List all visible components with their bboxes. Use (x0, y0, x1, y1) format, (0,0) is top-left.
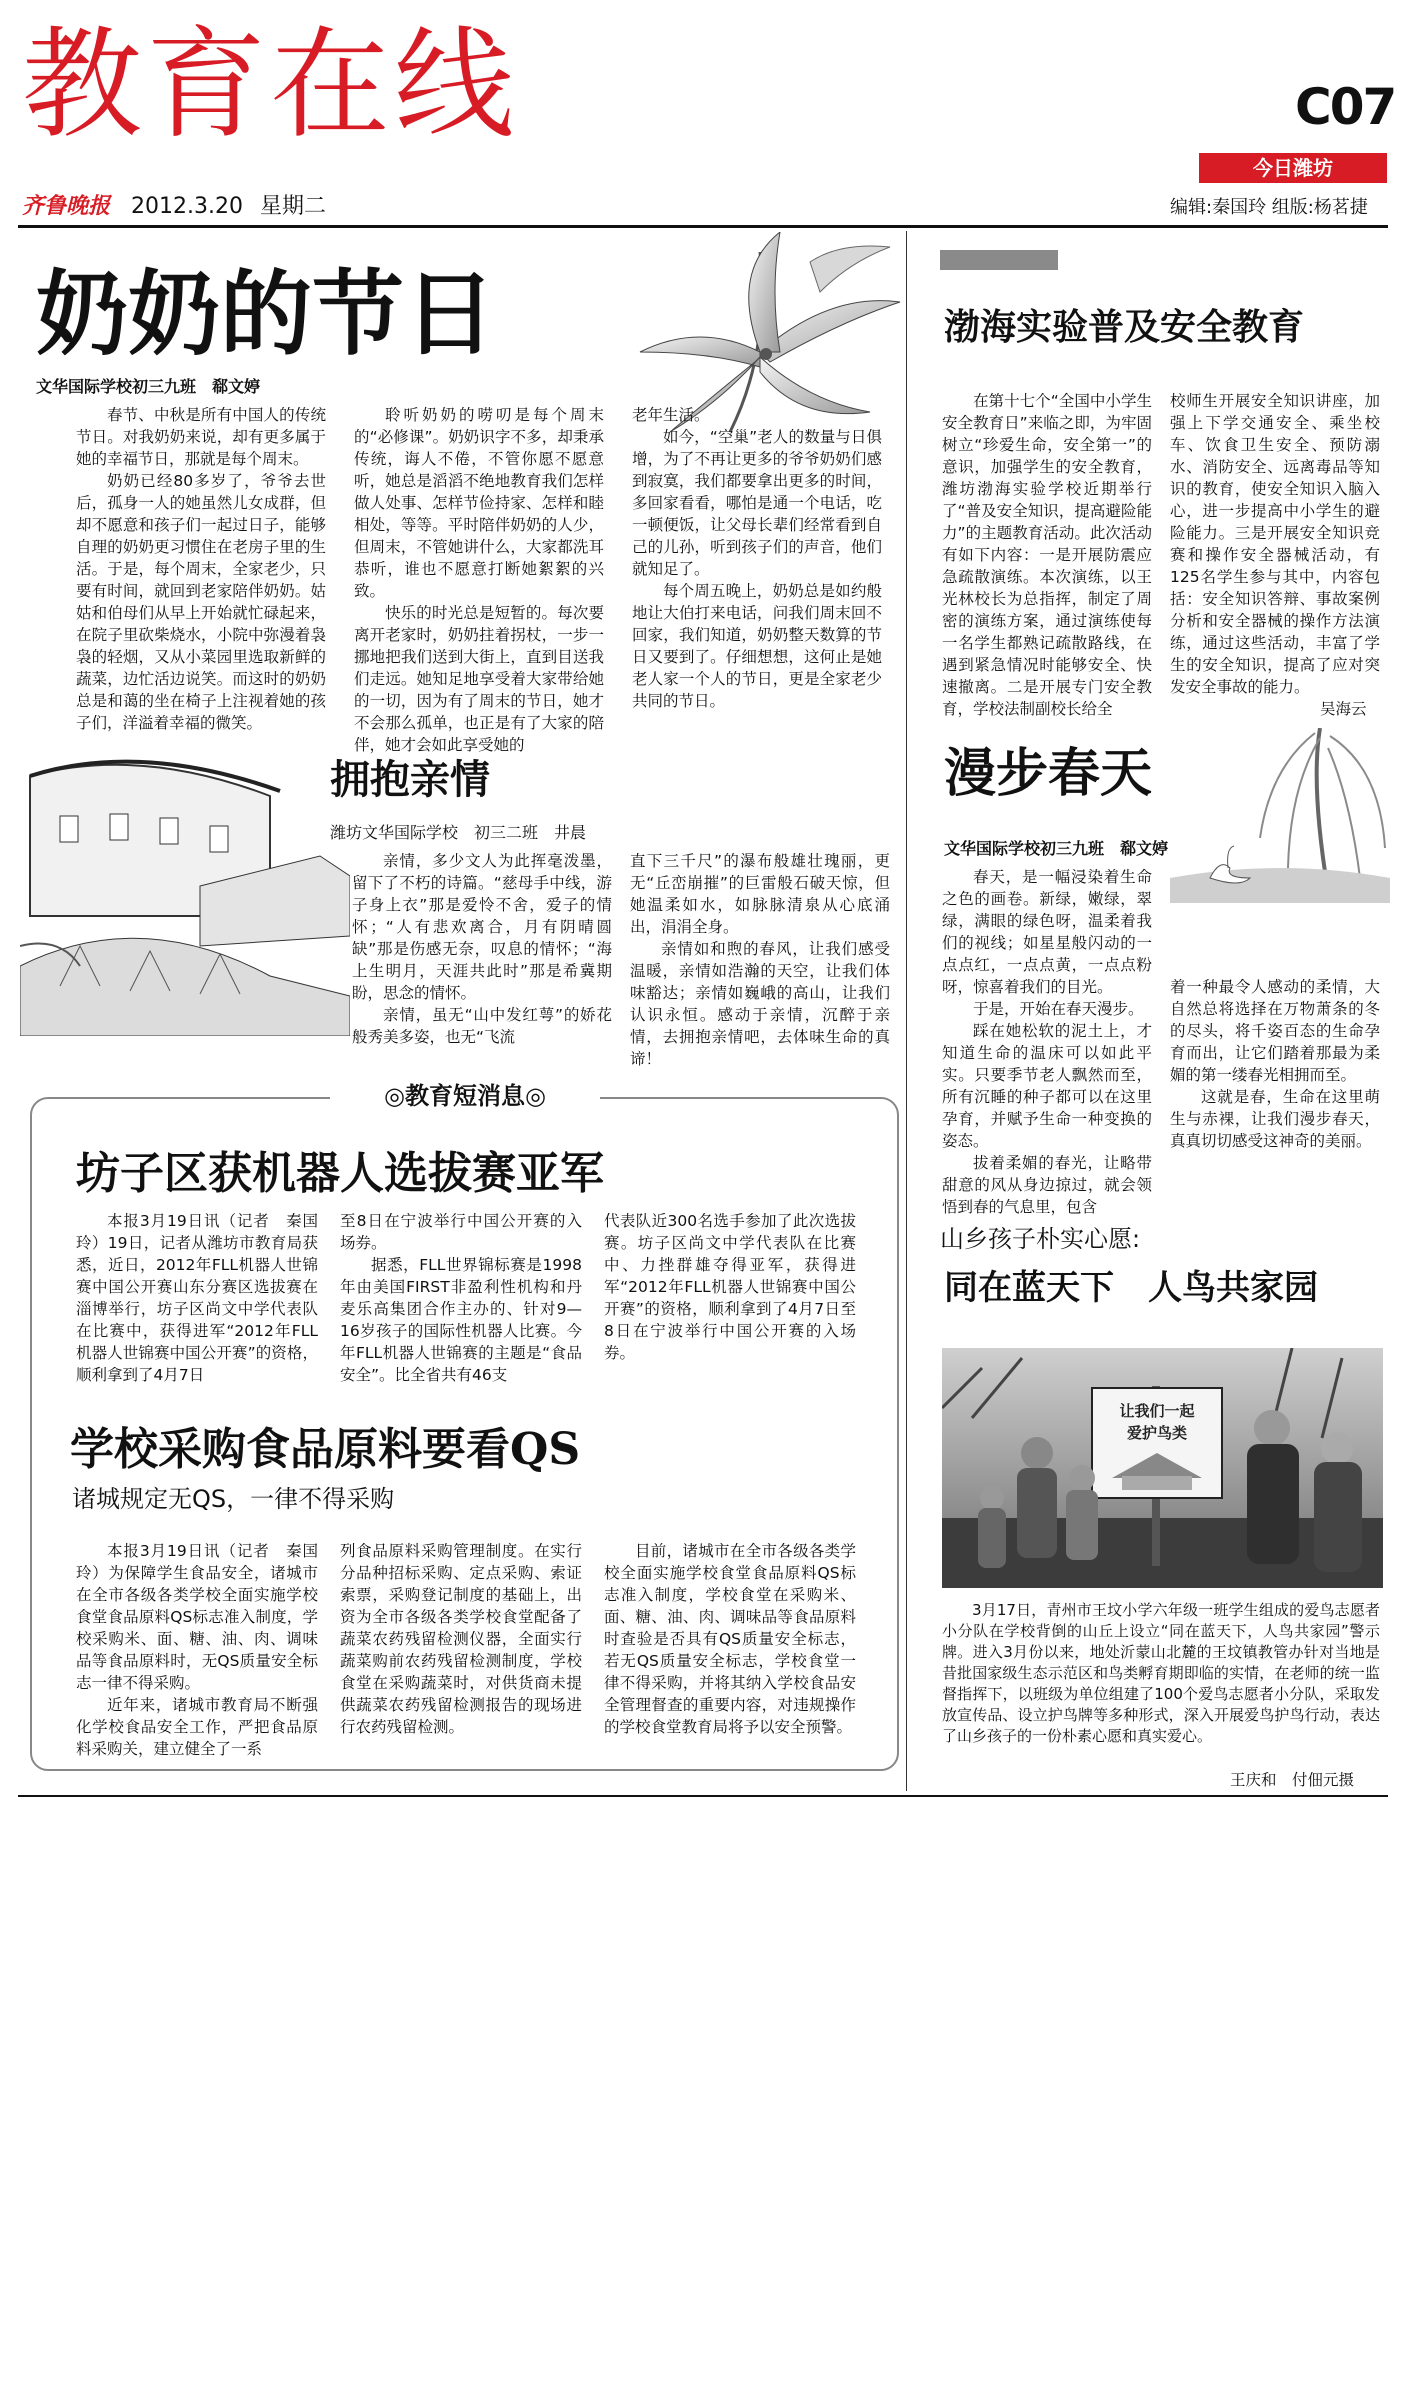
paragraph: 这就是春，生命在这里萌生与赤裸，让我们漫步春天，真真切切感受这神奇的美丽。 (1170, 1088, 1380, 1150)
region-tag: 今日潍坊 (1199, 153, 1387, 183)
paragraph: 于是，开始在春天漫步。 (973, 1000, 1144, 1018)
article1-byline: 文华国际学校初三九班 郗文婷 (36, 377, 261, 396)
editor-credit: 编辑:秦国玲 组版:杨茗捷 (1170, 197, 1368, 218)
article5-title: 同在蓝天下 人鸟共家园 (944, 1268, 1318, 1308)
article2-title: 渤海实验普及安全教育 (944, 306, 1305, 348)
news2-title: 学校采购食品原料要看QS (70, 1424, 581, 1475)
paragraph: 本报3月19日讯（记者 秦国玲）19日，记者从潍坊市教育局获悉，近日，2012年FLL机器人世锦赛中国公开赛山东分赛区选拔赛在淄博举行，坊子区尚文中学代表队在比赛中，获得进军“2012年FLL机器人世锦赛中国公开赛”的资格，顺利拿到了4月7日 (76, 1212, 318, 1384)
news2-column-3 (604, 1540, 856, 1738)
article5-series-label: 山乡孩子朴实心愿: (940, 1225, 1141, 1253)
article1-title: 奶奶的节日 (36, 260, 497, 368)
paragraph: 奶奶已经80多岁了，爷爷去世后，孤身一人的她虽然儿女成群，但却不愿意和孩子们一起过日子，能够自理的奶奶更习惯住在老房子里的生活。于是，每个周末，全家老少，只要有时间，就回到老家陪伴奶奶。姑姑和伯母们从早上开始就忙碌起来，在院子里砍柴烧水，小院中弥漫着袅袅的轻烟，又从小菜园里选取新鲜的蔬菜，边忙活边说笑。而这时的奶奶总是和蔼的坐在椅子上注视着她的孩子们，洋溢着幸福的微笑。 (76, 472, 326, 732)
photo-caption: 3月17日，青州市王坟小学六年级一班学生组成的爱鸟志愿者小分队在学校背倒的山丘上设立“同在蓝天下，人鸟共家园”警示牌。进入3月份以来，地处沂蒙山北麓的王坟镇教管办针对当地是昔批国家级生态示范区和鸟类孵育期即临的实情，在老师的统一监督指挥下，以班级为单位组建了100个爱鸟志愿者小分队，采取发放宣传品、设立护鸟牌等多种形式，深入开展爱鸟护鸟行动，表达了山乡孩子的一份朴素心愿和真实爱心。 (942, 1601, 1380, 1745)
news1-title: 坊子区获机器人选拔赛亚军 (76, 1148, 604, 1199)
article4-column-2 (1170, 976, 1380, 1152)
article1-column-2 (354, 404, 604, 756)
section-title: 教育在线 (22, 16, 518, 155)
issue-weekday: 星期二 (259, 194, 326, 219)
news2-column-1 (76, 1540, 318, 1760)
paragraph: 在第十七个“全国中小学生安全教育日”来临之即，为牢固树立“珍爱生命，安全第一”的意识，加强学生的安全教育，潍坊渤海实验学校近期举行了“普及安全知识，提高避险能力”的主题教育活动。此次活动有如下内容：一是开展防震应急疏散演练。本次演练，以王光林校长为总指挥，制定了周密的演练方案，通过演练使每一名学生都熟记疏散路线，在遇到紧急情况时能够安全、快速撤离。二是开展专门安全教育，学校法制副校长给全 (942, 392, 1152, 718)
article3-column-2 (630, 850, 890, 1070)
paragraph: 着一种最令人感动的柔情，大自然总将选择在万物萧条的冬的尽头，将千姿百态的生命孕育而出，让它们踏着那最为柔媚的第一缕春光相拥而至。 (1170, 978, 1380, 1084)
article2-author: 吴海云 (1320, 700, 1367, 718)
article3-byline: 潍坊文华国际学校 初三二班 井晨 (330, 823, 587, 842)
paragraph: 校师生开展安全知识讲座，加强上下学交通安全、乘坐校车、饮食卫生安全、预防溺水、消防安全、远离毒品等知识的教育，使安全知识入脑入心，进一步提高中小学生的避险能力。三是开展安全知识竞赛和操作安全器械活动，有125名学生参与其中，内容包括：安全知识答辩、事故案例分析和安全器械的操作方法演练，通过这些活动，丰富了学生的安全知识，提高了应对突发安全事故的能力。 (1170, 392, 1380, 696)
paragraph: 聆听奶奶的唠叨是每个周末的“必修课”。奶奶识字不多，却秉承传统，诲人不倦，不管你愿不愿意听，她总是滔滔不绝地教育我们怎样做人处事、怎样节俭持家、怎样和睦相处，等等。平时陪伴奶奶的人少，但周末，不管她讲什么，大家都洗耳恭听，谁也不愿意打断她絮絮的兴致。 (354, 406, 604, 600)
paragraph: 每个周五晚上，奶奶总是如约般地让大伯打来电话，问我们周末回不回家，我们知道，奶奶整天数算的节日又要到了。仔细想想，这何止是她老人家一个人的节日，更是全家老少共同的节日。 (632, 582, 882, 710)
willow-swan-illustration (1170, 728, 1390, 903)
news1-column-2 (340, 1210, 582, 1386)
page-number: C07 (1295, 78, 1396, 136)
photo-sign-line2: 爱护鸟类 (1126, 1424, 1188, 1442)
news1-column-1 (76, 1210, 318, 1386)
gray-bar (940, 250, 1058, 270)
paragraph: 如今，“空巢”老人的数量与日俱增，为了不再让更多的爷爷奶奶们感到寂寞，我们都要拿出更多的时间，多回家看看，哪怕是通一个电话，吃一顿便饭，让父母长辈们经常看到自己的儿孙，听到孩子们的声音，他们就知足了。 (632, 428, 882, 578)
article1-column-3 (632, 404, 882, 712)
paragraph: 本报3月19日讯（记者 秦国玲）为保障学生食品安全，诸城市在全市各级各类学校全面实施学校食堂食品原料QS标志准入制度，学校采购米、面、糖、油、肉、调味品等食品原料时，无QS质量安全标志一律不得采购。 (76, 1542, 318, 1692)
column-divider (906, 231, 907, 1791)
news2-column-2 (340, 1540, 582, 1738)
photo-sign-line1: 让我们一起 (1119, 1402, 1195, 1420)
paragraph: 目前，诸城市在全市各级各类学校全面实施学校食堂食品原料QS标志准入制度，学校食堂在采购米、面、糖、油、肉、调味品等食品原料时查验是否具有QS质量安全标志，若无QS质量安全标志，学校食堂一律不得采购，并将其纳入学校食品安全管理督查的重要内容，对违规操作的学校食堂教育局将予以安全预警。 (604, 1542, 856, 1736)
paragraph: 亲情，多少文人为此挥毫泼墨，留下了不朽的诗篇。“慈母手中线，游子身上衣”那是爱怜不舍，爱子的情怀；“人有悲欢离合，月有阴晴圆缺”那是伤感无奈，叹息的情怀；“海上生明月，天涯共此时”那是希冀期盼，思念的情怀。 (352, 852, 612, 1002)
article4-column-1 (942, 866, 1152, 1218)
paragraph: 快乐的时光总是短暂的。每次要离开老家时，奶奶拄着拐杖，一步一挪地把我们送到大街上，直到目送我们走远。她知足地享受着大家带给她的一切，因为有了周末的节日，她才不会那么孤单，也正是有了大家的陪伴，她才会如此享受她的 (354, 604, 604, 754)
paragraph: 至8日在宁波举行中国公开赛的入场券。 (340, 1212, 582, 1252)
article3-column-1 (352, 850, 612, 1048)
paragraph: 直下三千尺”的瀑布般雄壮瑰丽，更无“丘峦崩摧”的巨雷般石破天惊，但她温柔如水，如脉脉清泉从心底涌出，涓涓全身。 (630, 852, 890, 936)
article1-column-1 (76, 404, 326, 734)
paper-name: 齐鲁晚报 (22, 193, 111, 219)
news1-column-3 (604, 1210, 856, 1364)
paragraph: 春节、中秋是所有中国人的传统节日。对我奶奶来说，却有更多属于她的幸福节日，那就是每个周末。 (76, 406, 326, 468)
paragraph: 春天，是一幅浸染着生命之色的画卷。新绿，嫩绿，翠绿，满眼的绿色呀，温柔着我们的视线；如星星般闪动的一点点红，一点点黄，一点点粉呀，惊喜着我们的目光。 (942, 868, 1152, 996)
paragraph: 近年来，诸城市教育局不断强化学校食品安全工作，严把食品原料采购关，建立健全了一系 (76, 1696, 318, 1758)
photo-credit: 王庆和 付佃元摄 (1230, 1771, 1355, 1789)
paragraph: 老年生活。 (632, 406, 710, 424)
article2-column-2 (1170, 390, 1380, 698)
paragraph: 亲情如和煦的春风，让我们感受温暖，亲情如浩瀚的天空，让我们体味豁达；亲情如巍峨的高山，让我们认识永恒。感动于亲情，沉醉于亲情，去拥抱亲情吧，去体味生命的真谛！ (630, 940, 890, 1068)
children-bird-sign-photo (942, 1348, 1383, 1588)
paragraph: 踩在她松软的泥土上，才知道生命的温床可以如此平实。只要季节老人飘然而至，所有沉睡的种子都可以在这里孕育，并赋予生命一种变换的姿态。 (942, 1022, 1152, 1150)
top-rule (18, 225, 1388, 228)
paragraph: 据悉，FLL世界锦标赛是1998年由美国FIRST非盈利性机构和丹麦乐高集团合作主办的、针对9—16岁孩子的国际性机器人比赛。今年FLL机器人世锦赛的主题是“食品安全”。比全省共有46支 (340, 1256, 582, 1384)
article2-column-1 (942, 390, 1152, 720)
issue-line (22, 192, 326, 221)
paragraph: 代表队近300名选手参加了此次选拔赛。坊子区尚文中学代表队在比赛中、力挫群雄夺得亚军，获得进军“2012年FLL机器人世锦赛中国公开赛”的资格，顺利拿到了4月7日至8日在宁波举行中国公开赛的入场券。 (604, 1212, 856, 1362)
bottom-rule (18, 1795, 1388, 1797)
paragraph: 拔着柔媚的春光，让略带甜意的风从身边掠过，就会领悟到春的气息里，包含 (942, 1154, 1152, 1216)
article4-title: 漫步春天 (944, 743, 1153, 804)
article3-title: 拥抱亲情 (330, 756, 490, 803)
short-news-label: ◎教育短消息◎ (330, 1080, 600, 1112)
paragraph: 列食品原料采购管理制度。在实行分品种招标采购、定点采购、索证索票，采购登记制度的基础上，出资为全市各级各类学校食堂配备了蔬菜农药残留检测仪器，全面实行蔬菜购前农药残留检测制度，学校食堂在采购蔬菜时，对供货商未提供蔬菜农药残留检测报告的现场进行农药残留检测。 (340, 1542, 582, 1736)
article5-caption (942, 1600, 1380, 1747)
paragraph: 亲情，虽无“山中发红萼”的娇花般秀美多姿，也无“飞流 (352, 1006, 612, 1046)
issue-date: 2012.3.20 (131, 194, 243, 219)
news2-subtitle: 诸城规定无QS，一律不得采购 (72, 1485, 395, 1513)
building-sketch (20, 736, 350, 1036)
article4-byline: 文华国际学校初三九班 郗文婷 (944, 839, 1169, 858)
